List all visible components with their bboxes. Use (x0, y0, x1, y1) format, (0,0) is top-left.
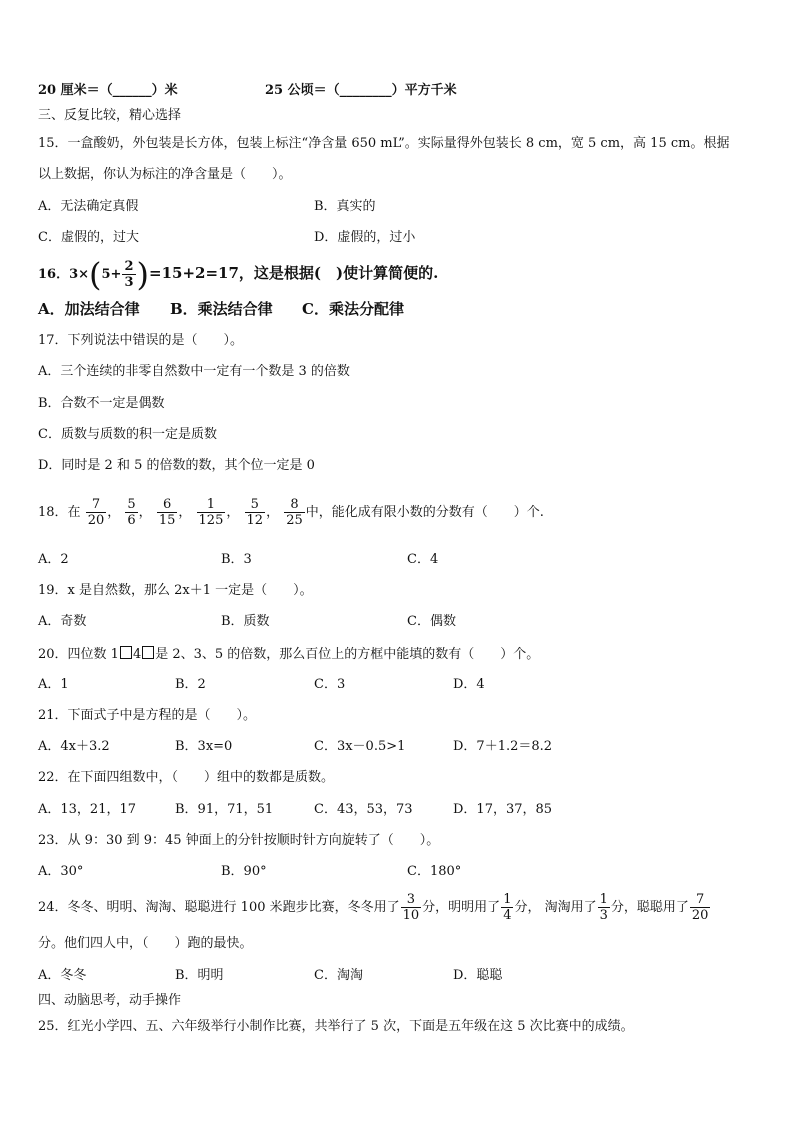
unit-conversion-hectare: 25 公顷＝（________）平方千米 (265, 83, 457, 98)
numerator: 3 (401, 892, 422, 908)
q18-option-c[interactable]: C．4 (407, 552, 439, 567)
numerator: 5 (245, 497, 266, 513)
q20-option-c[interactable]: C．3 (314, 677, 346, 692)
numerator: 8 (284, 497, 305, 513)
q15-stem-line1: 15．一盒酸奶，外包装是长方体，包装上标注“净含量 650 mL”。实际量得外包装长 8 cm，宽 5 cm，高 15 cm。根据 (38, 136, 730, 151)
q24-option-c[interactable]: C．淘淘 (314, 968, 363, 983)
blank-box (120, 646, 132, 659)
q24-option-d[interactable]: D．聪聪 (453, 968, 503, 983)
q21-stem: 21．下面式子中是方程的是（ ）。 (38, 708, 257, 723)
q21-option-d[interactable]: D．7＋1.2＝8.2 (453, 739, 553, 754)
denominator: 4 (503, 908, 512, 923)
q17-option-b[interactable]: B．合数不一定是偶数 (38, 396, 165, 411)
q19-option-b[interactable]: B．质数 (221, 614, 270, 629)
section-title-3: 三、反复比较，精心选择 (38, 108, 182, 123)
numerator: 5 (127, 497, 136, 512)
denominator: 6 (127, 513, 136, 528)
q18-fraction (197, 497, 226, 528)
q24-text-1: 24．冬冬、明明、淘淘、聪聪进行 100 米跑步比赛，冬冬用了 (38, 900, 400, 915)
q17-option-c[interactable]: C．质数与质数的积一定是质数 (38, 427, 217, 442)
q20-prefix: 20．四位数 1 (38, 647, 119, 662)
q16-option-b[interactable]: B．乘法结合律 (170, 300, 273, 318)
denominator: 3 (124, 275, 134, 290)
q18-stem (38, 493, 544, 533)
q22-option-d[interactable]: D．17，37，85 (453, 802, 553, 817)
q24-option-b[interactable]: B．明明 (175, 968, 224, 983)
q17-stem: 17．下列说法中错误的是（ ）。 (38, 333, 244, 348)
denominator: 15 (158, 513, 176, 528)
q18-fraction (157, 497, 178, 528)
q23-option-a[interactable]: A．30° (38, 864, 84, 879)
q18-option-b[interactable]: B．3 (221, 552, 252, 567)
numerator: 1 (503, 892, 512, 907)
q21-option-a[interactable]: A．4x＋3.2 (38, 739, 110, 754)
q23-option-c[interactable]: C．180° (407, 864, 462, 879)
q24-stem-line2: 分。他们四人中，（ ）跑的最快。 (38, 936, 253, 951)
q15-option-a[interactable]: A．无法确定真假 (38, 199, 139, 214)
q23-stem: 23．从 9：30 到 9：45 钟面上的分针按顺时针方向旋转了（ ）。 (38, 833, 440, 848)
denominator: 20 (87, 513, 105, 528)
q16-prefix: 16．3× (38, 267, 90, 282)
separator: ， (178, 505, 192, 520)
denominator: 10 (402, 908, 420, 923)
q20-stem (38, 646, 539, 663)
numerator: 2 (124, 259, 134, 274)
q24-fraction (690, 892, 711, 923)
q22-option-a[interactable]: A．13，21，17 (38, 802, 137, 817)
q18-fraction (86, 497, 107, 528)
q24-fraction (501, 892, 513, 923)
numerator: 6 (157, 497, 178, 513)
numerator: 7 (690, 892, 711, 908)
denominator: 12 (246, 513, 264, 528)
separator: ， (226, 505, 240, 520)
denominator: 20 (691, 908, 709, 923)
q19-stem: 19．x 是自然数，那么 2x＋1 一定是（ ）。 (38, 583, 313, 598)
q22-stem: 22．在下面四组数中，（ ）组中的数都是质数。 (38, 770, 335, 785)
q18-fraction (125, 497, 137, 528)
denominator: 25 (286, 513, 303, 528)
q17-option-a[interactable]: A．三个连续的非零自然数中一定有一个数是 3 的倍数 (38, 364, 350, 379)
q24-text-4: 分，聪聪用了 (610, 900, 689, 915)
q16-suffix: =15+2=17，这是根据( )使计算简便的. (149, 264, 439, 282)
q24-option-a[interactable]: A．冬冬 (38, 968, 87, 983)
q24-stem-line1 (38, 888, 711, 928)
q19-option-c[interactable]: C．偶数 (407, 614, 456, 629)
numerator: 1 (197, 497, 226, 513)
right-paren: ) (136, 255, 149, 294)
q15-option-d[interactable]: D．虚假的，过小 (314, 230, 416, 245)
q16-option-c[interactable]: C．乘法分配律 (302, 300, 404, 318)
q18-fraction (245, 497, 266, 528)
q16-stem (38, 255, 438, 293)
q15-option-b[interactable]: B．真实的 (314, 199, 376, 214)
q20-option-d[interactable]: D．4 (453, 677, 485, 692)
separator: ， (138, 505, 152, 520)
numerator: 1 (599, 892, 608, 907)
q19-option-a[interactable]: A．奇数 (38, 614, 87, 629)
numerator: 7 (86, 497, 107, 513)
unit-conversion-cm: 20 厘米＝（______）米 (38, 83, 178, 98)
q15-option-c[interactable]: C．虚假的，过大 (38, 230, 139, 245)
q25-stem: 25．红光小学四、五、六年级举行小制作比赛，共举行了 5 次，下面是五年级在这 5 次比赛中的成绩。 (38, 1019, 634, 1034)
q16-option-a[interactable]: A．加法结合律 (38, 300, 140, 318)
q21-option-c[interactable]: C．3x－0.5>1 (314, 739, 406, 754)
q20-option-a[interactable]: A．1 (38, 677, 69, 692)
q20-suffix: 是 2、3、5 的倍数，那么百位上的方框中能填的数有（ ）个。 (155, 647, 540, 662)
q16-fraction (122, 259, 135, 290)
q24-text-3: 分， 淘淘用了 (514, 900, 597, 915)
q21-option-b[interactable]: B．3x=0 (175, 739, 233, 754)
denominator: 125 (198, 513, 224, 528)
q16-inner: 5+ (101, 267, 122, 282)
q15-stem-line2: 以上数据，你认为标注的净含量是（ ）。 (38, 167, 292, 182)
q22-option-b[interactable]: B．91，71，51 (175, 802, 274, 817)
q24-text-2: 分，明明用了 (422, 900, 501, 915)
separator: ， (107, 505, 121, 520)
denominator: 3 (599, 908, 608, 923)
q24-fraction (598, 892, 610, 923)
q20-mid: 4 (132, 647, 142, 662)
separator: ， (266, 505, 280, 520)
left-paren: ( (89, 255, 102, 294)
q20-option-b[interactable]: B．2 (175, 677, 206, 692)
blank-box (142, 646, 154, 659)
q18-prefix: 18．在 (38, 505, 81, 520)
q18-suffix: 中，能化成有限小数的分数有（ ）个. (305, 505, 544, 520)
q17-option-d[interactable]: D．同时是 2 和 5 的倍数的数，其个位一定是 0 (38, 458, 315, 473)
section-title-4: 四、动脑思考，动手操作 (38, 993, 182, 1008)
q24-fraction (401, 892, 422, 923)
q23-option-b[interactable]: B．90° (221, 864, 267, 879)
q18-fraction (284, 497, 305, 528)
q18-option-a[interactable]: A．2 (38, 552, 69, 567)
q22-option-c[interactable]: C．43，53，73 (314, 802, 413, 817)
